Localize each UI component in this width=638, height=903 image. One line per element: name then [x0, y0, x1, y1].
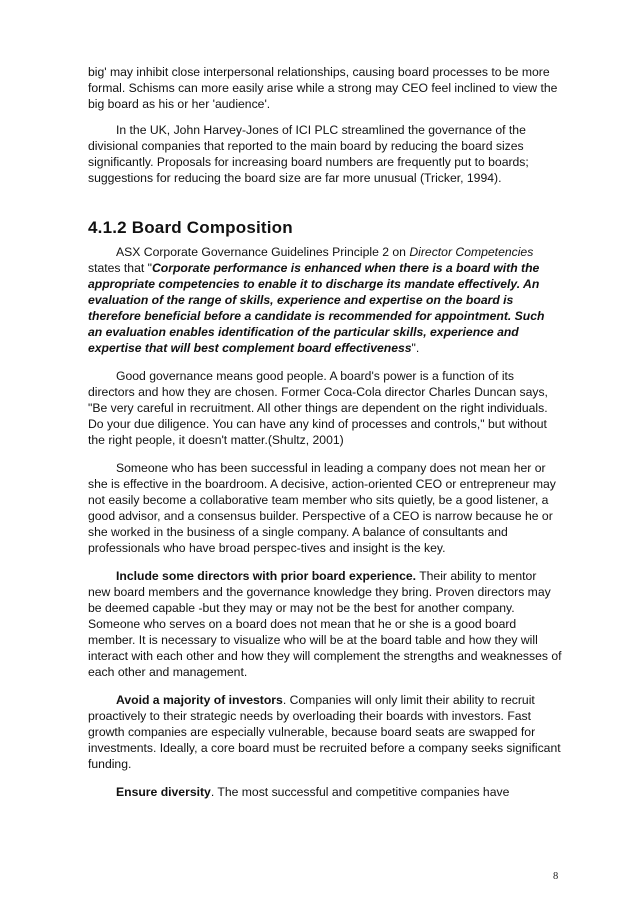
avoid-investors-text: . Companies will only limit their ability to recruit proactively to their strategic needs by overloading their boards with investors. Fast growth companies are especially vulnerable, because board seats are swapped for investments. Ideally, a core board must be recruited before a company seeks significant funding.	[88, 693, 561, 771]
asx-end: ".	[411, 341, 420, 355]
paragraph-board-size: big' may inhibit close interpersonal relationships, causing board processes to be more formal. Schisms can more easily arise while a strong may CEO feel inclined to view the big board as his or her 'audience'.	[88, 65, 558, 111]
section-heading-wrapper	[88, 218, 562, 238]
paragraph-good-governance: Good governance means good people. A board's power is a function of its directors and how they are chosen. Former Coca-Cola director Charles Duncan says, "Be very careful in recruitment. All other things are dependent on the right individuals. Do your due diligence. You can have any kind of processes and controls," but without the right people, it doesn't matter.(Shultz, 2001)	[88, 369, 548, 447]
asx-italic-title: Director Competencies	[409, 245, 534, 259]
paragraph-successful-leader: Someone who has been successful in leading a company does not mean her or she is effective in the boardroom. A decisive, action-oriented CEO or entrepreneur may not easily become a collaborative team member who sits quietly, be a good listener, a good advisor, and a consensus builder. Perspective of a CEO is narrow because he or she worked in the business of a single company. A balance of consultants and professionals who have broad perspec-tives and insight is the key.	[88, 461, 556, 555]
paragraph-diversity	[88, 784, 562, 800]
document-page	[88, 64, 562, 800]
paragraph-asx	[88, 244, 562, 356]
diversity-heading: Ensure diversity	[116, 785, 211, 799]
asx-states: states that "	[88, 261, 152, 275]
paragraph-harvey-jones: In the UK, John Harvey-Jones of ICI PLC streamlined the governance of the divisional companies that reported to the main board by reducing the board sizes significantly. Proposals for increasing board numbers are frequently put to boards; suggestions for reducing the board size are far more unusual (Tricker, 1994).	[88, 123, 529, 185]
prior-experience-text: Their ability to mentor new board members and the governance knowledge they bring. Proven directors may be deemed capable -but they may or may not be the best for another company. Someone who serves on a board does not mean that he or she is a good board member. It is necessary to visualize who will be at the board table and how they will interact with each other and how they will complement the strengths and weaknesses of each other and management.	[88, 569, 562, 679]
section-heading: 4.1.2 Board Composition	[88, 218, 293, 237]
prior-experience-heading: Include some directors with prior board experience.	[116, 569, 417, 583]
diversity-text: . The most successful and competitive companies have	[210, 785, 510, 799]
paragraph-avoid-investors	[88, 692, 562, 772]
asx-lead: ASX Corporate Governance Guidelines Principle 2 on	[116, 245, 410, 259]
asx-quote: Corporate performance is enhanced when there is a board with the appropriate competencies to enable it to discharge its mandate effectively. An evaluation of the range of skills, experience and expertise on the board is therefore beneficial before a candidate is recommended for appointment. Such an evaluation enables identification of the particular skills, experience and expertise that will best complement board effectiveness	[88, 261, 545, 355]
page-number: 8	[553, 871, 559, 882]
paragraph-prior-experience	[88, 568, 562, 680]
avoid-investors-heading: Avoid a majority of investors	[116, 693, 283, 707]
